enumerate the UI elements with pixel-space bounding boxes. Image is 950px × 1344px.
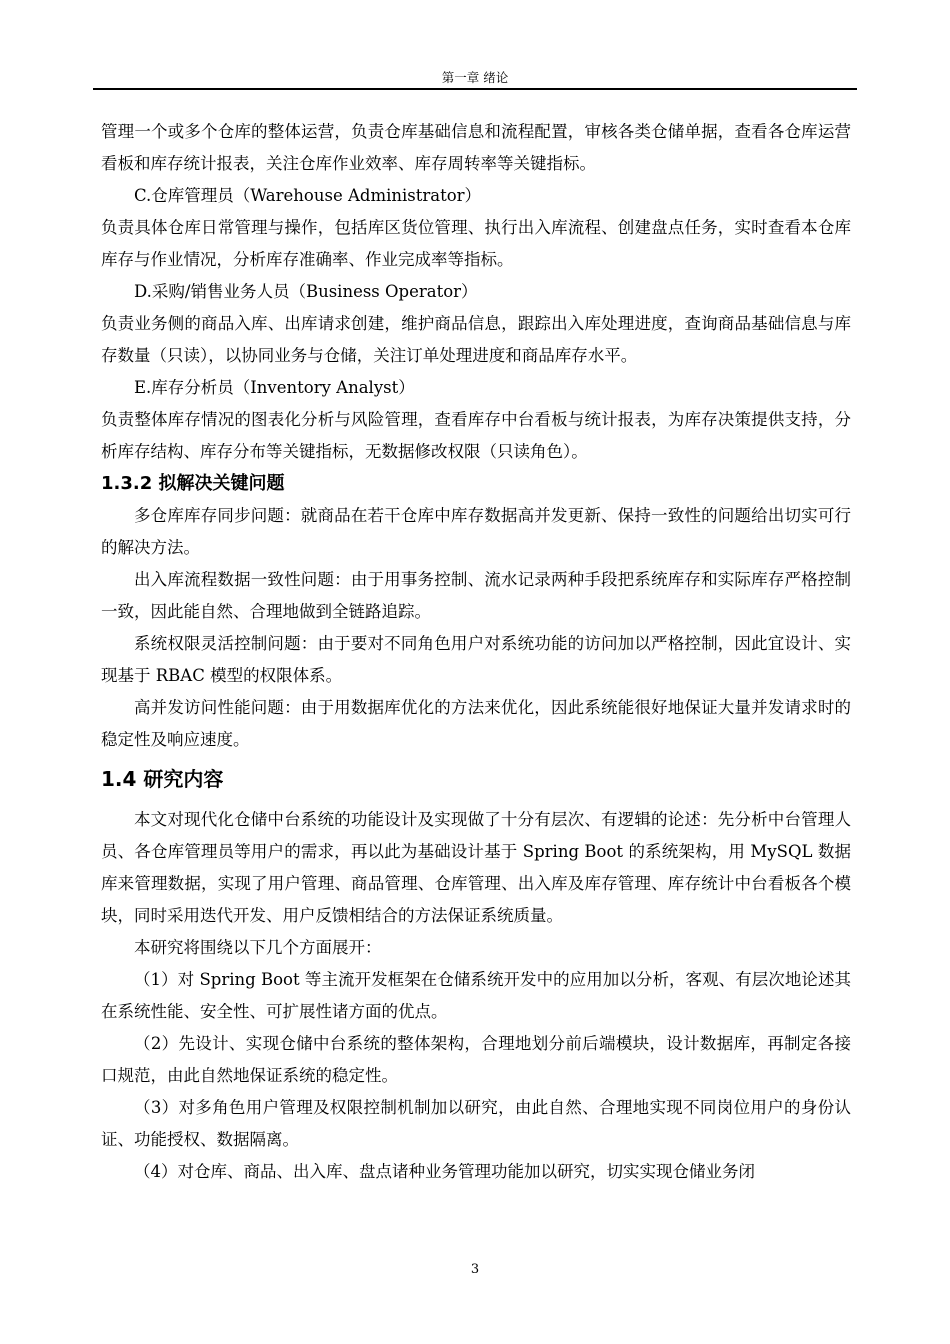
paragraph: 出入库流程数据一致性问题：由于用事务控制、流水记录两种手段把系统库存和实际库存严格控制一致，因此能自然、合理地做到全链路追踪。 (101, 570, 851, 621)
paragraph: 本研究将围绕以下几个方面展开： (134, 938, 382, 957)
role-e-title: E.库存分析员（Inventory Analyst） (134, 378, 415, 397)
paragraph: 多仓库库存同步问题：就商品在若干仓库中库存数据高并发更新、保持一致性的问题给出切实可行的解决方法。 (101, 506, 851, 557)
role-d-description: 负责业务侧的商品入库、出库请求创建，维护商品信息，跟踪出入库处理进度，查询商品基础信息与库存数量（只读），以协同业务与仓储，关注订单处理进度和商品库存水平。 (101, 314, 851, 365)
role-c-description: 负责具体仓库日常管理与操作，包括库区货位管理、执行出入库流程、创建盘点任务，实时查看本仓库库存与作业情况，分析库存准确率、作业完成率等指标。 (101, 218, 851, 269)
list-item: （2）先设计、实现仓储中台系统的整体架构，合理地划分前后端模块，设计数据库，再制定各接口规范，由此自然地保证系统的稳定性。 (101, 1034, 851, 1085)
role-d-title: D.采购/销售业务人员（Business Operator） (134, 282, 478, 301)
paragraph: 系统权限灵活控制问题：由于要对不同角色用户对系统功能的访问加以严格控制，因此宜设计、实现基于 RBAC 模型的权限体系。 (101, 634, 851, 685)
section-heading-1-3-2: 1.3.2 拟解决关键问题 (101, 473, 285, 494)
paragraph: 本文对现代化仓储中台系统的功能设计及实现做了十分有层次、有逻辑的论述：先分析中台管理人员、各仓库管理员等用户的需求，再以此为基础设计基于 Spring Boot 的系统架构，用 MySQL 数据库来管理数据，实现了用户管理、商品管理、仓库管理、出入库及库存管理、库存统计中台看板各个模块，同时采用迭代开发、用户反馈相结合的方法保证系统质量。 (101, 810, 851, 925)
list-item: （1）对 Spring Boot 等主流开发框架在仓储系统开发中的应用加以分析，客观、有层次地论述其在系统性能、安全性、可扩展性诸方面的优点。 (101, 970, 851, 1021)
page-body (101, 116, 851, 1188)
section-heading-1-4: 1.4 研究内容 (101, 767, 224, 791)
role-b-description: 管理一个或多个仓库的整体运营，负责仓库基础信息和流程配置，审核各类仓储单据，查看各仓库运营看板和库存统计报表，关注仓库作业效率、库存周转率等关键指标。 (101, 122, 851, 173)
role-e-description: 负责整体库存情况的图表化分析与风险管理，查看库存中台看板与统计报表，为库存决策提供支持，分析库存结构、库存分布等关键指标，无数据修改权限（只读角色）。 (101, 410, 851, 461)
list-item: （4）对仓库、商品、出入库、盘点诸种业务管理功能加以研究，切实实现仓储业务闭 (134, 1162, 755, 1181)
header-rule (93, 88, 857, 90)
page-number: 3 (470, 1262, 480, 1277)
paragraph: 高并发访问性能问题：由于用数据库优化的方法来优化，因此系统能很好地保证大量并发请求时的稳定性及响应速度。 (101, 698, 851, 749)
role-c-title: C.仓库管理员（Warehouse Administrator） (134, 186, 482, 205)
running-header: 第一章 绪论 (441, 70, 509, 85)
list-item: （3）对多角色用户管理及权限控制机制加以研究，由此自然、合理地实现不同岗位用户的身份认证、功能授权、数据隔离。 (101, 1098, 851, 1149)
